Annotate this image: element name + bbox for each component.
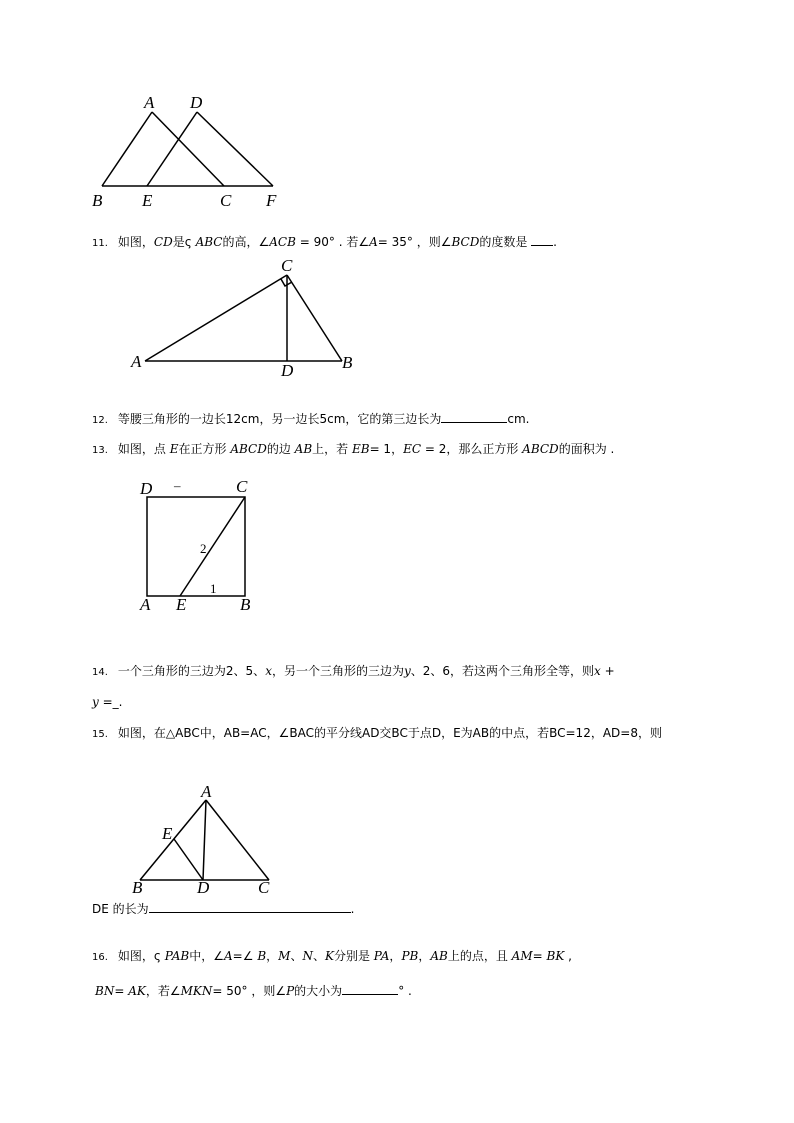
text: ，另一个三角形的三边为 xyxy=(271,664,404,678)
label-dash: – xyxy=(174,478,181,493)
text: 的高，∠ xyxy=(222,235,270,249)
segment-ad xyxy=(203,800,206,880)
var-y: y xyxy=(92,695,99,709)
label-length-2: 2 xyxy=(200,541,207,556)
text: 、 xyxy=(312,949,325,963)
segment-ac xyxy=(145,275,287,361)
segment-ed xyxy=(174,839,203,880)
var-n: N xyxy=(302,949,313,963)
var-bcd: BCD xyxy=(451,235,480,249)
question-number: 11. xyxy=(92,238,108,249)
text: 、2、6，若这两个三角形全等，则 xyxy=(410,664,595,678)
segment-df xyxy=(197,112,273,186)
text: 等腰三角形的一边长12cm，另一边长5cm，它的第三边长为 xyxy=(117,412,442,426)
text: , xyxy=(564,949,572,963)
var-ec: EC xyxy=(403,442,422,456)
var-pa: PA xyxy=(373,949,390,963)
segment-ba xyxy=(102,112,152,186)
answer-blank[interactable] xyxy=(342,982,398,995)
text: . xyxy=(553,235,557,249)
label-f: F xyxy=(266,191,277,210)
text: + xyxy=(600,664,615,678)
text: ，若∠ xyxy=(145,984,181,998)
question-number: 13. xyxy=(92,445,108,456)
segment-ac xyxy=(152,112,224,186)
text: 如图，点 xyxy=(117,442,170,456)
var-a: A xyxy=(224,949,233,963)
text: ， xyxy=(389,949,402,963)
label-d: D xyxy=(190,93,203,112)
label-a: A xyxy=(144,93,155,112)
var-x: x xyxy=(594,664,601,678)
var-ab: AB xyxy=(294,442,313,456)
text: 如图，ς xyxy=(117,949,165,963)
question-number: 15. xyxy=(92,729,108,740)
answer-blank[interactable] xyxy=(441,410,507,423)
segment-cb xyxy=(287,275,342,361)
text: 的度数是 xyxy=(479,235,532,249)
label-a: A xyxy=(201,782,212,801)
question-16-cont xyxy=(95,982,412,999)
var-pab: PAB xyxy=(164,949,190,963)
question-16 xyxy=(92,948,572,966)
text: . xyxy=(350,902,355,916)
var-pb: PB xyxy=(401,949,419,963)
text: = xyxy=(532,949,547,963)
var-p: P xyxy=(286,984,295,998)
var-e: E xyxy=(169,442,179,456)
text: 分别是 xyxy=(333,949,374,963)
text: cm. xyxy=(507,412,530,426)
label-e: E xyxy=(176,595,187,614)
question-number: 14. xyxy=(92,667,108,678)
var-x: x xyxy=(265,664,272,678)
var-b: B xyxy=(257,949,267,963)
text: 在正方形 xyxy=(178,442,231,456)
text: = 90° . 若∠ xyxy=(295,235,370,249)
label-d: D xyxy=(197,878,210,897)
text: 如图，在△ABC中，AB=AC，∠BAC的平分线AD交BC于点D，E为AB的中点，若BC=12，AD=8，则 xyxy=(117,726,662,740)
figure-overlapping-triangles xyxy=(80,88,300,213)
var-bk: BK xyxy=(546,949,565,963)
var-m: M xyxy=(278,949,291,963)
text: =∠ xyxy=(232,949,258,963)
square-abcd xyxy=(147,497,245,596)
text: = 50° ，则∠ xyxy=(212,984,287,998)
text: = 35° ，则∠ xyxy=(377,235,452,249)
text: 中，∠ xyxy=(189,949,224,963)
question-number: 12. xyxy=(92,415,108,426)
segment-ed xyxy=(147,112,197,186)
var-abc: ABC xyxy=(195,235,223,249)
figure-isosceles-triangle xyxy=(125,780,285,900)
question-13 xyxy=(92,441,614,459)
var-ak: AK xyxy=(128,984,146,998)
var-mkn: MKN xyxy=(180,984,213,998)
text: 的边 xyxy=(266,442,295,456)
var-k: K xyxy=(324,949,334,963)
question-15 xyxy=(92,725,662,743)
label-b: B xyxy=(342,353,353,372)
figure-right-triangle-altitude xyxy=(125,255,365,380)
var-bn: BN xyxy=(95,984,115,998)
label-e: E xyxy=(142,191,153,210)
text: = 1， xyxy=(369,442,404,456)
text: 是ς xyxy=(172,235,196,249)
question-11 xyxy=(92,233,557,252)
segment-ac xyxy=(206,800,269,880)
label-a: A xyxy=(140,595,151,614)
answer-blank[interactable] xyxy=(149,900,351,913)
label-e: E xyxy=(162,824,173,843)
var-abcd: ABCD xyxy=(522,442,559,456)
text: 的面积为 . xyxy=(558,442,615,456)
label-length-1: 1 xyxy=(210,581,217,596)
question-14 xyxy=(92,663,615,681)
text: =_. xyxy=(98,695,123,709)
var-ab: AB xyxy=(430,949,448,963)
var-abcd: ABCD xyxy=(230,442,267,456)
var-eb: EB xyxy=(351,442,370,456)
figure-square-abcd xyxy=(130,478,270,618)
question-number: 16. xyxy=(92,952,108,963)
label-d: D xyxy=(281,361,294,380)
label-b: B xyxy=(92,191,103,210)
label-c: C xyxy=(220,191,232,210)
question-15-answer xyxy=(92,900,354,917)
var-cd: CD xyxy=(153,235,173,249)
label-c: C xyxy=(281,256,293,275)
var-acb: ACB xyxy=(269,235,296,249)
label-a: A xyxy=(131,352,142,371)
text: = 2，那么正方形 xyxy=(421,442,523,456)
text: 一个三角形的三边为2、5、 xyxy=(117,664,266,678)
label-c: C xyxy=(236,477,248,496)
text: ， xyxy=(266,949,279,963)
text: 上的点，且 xyxy=(447,949,512,963)
segment-ab xyxy=(140,800,206,880)
text: = xyxy=(114,984,129,998)
label-b: B xyxy=(240,595,251,614)
text: 上，若 xyxy=(312,442,352,456)
var-am: AM xyxy=(511,949,533,963)
label-b: B xyxy=(132,878,143,897)
text: ° . xyxy=(398,984,412,998)
text: 如图， xyxy=(117,235,154,249)
label-d: D xyxy=(140,479,153,498)
var-a: A xyxy=(369,235,378,249)
text: 、 xyxy=(290,949,303,963)
text: 的大小为 xyxy=(294,984,343,998)
question-14-cont xyxy=(92,694,122,710)
question-12 xyxy=(92,410,530,429)
text: ， xyxy=(418,949,431,963)
label-c: C xyxy=(258,878,270,897)
text: DE 的长为 xyxy=(92,902,149,916)
var-y: y xyxy=(403,664,411,678)
answer-blank[interactable] xyxy=(531,233,553,246)
